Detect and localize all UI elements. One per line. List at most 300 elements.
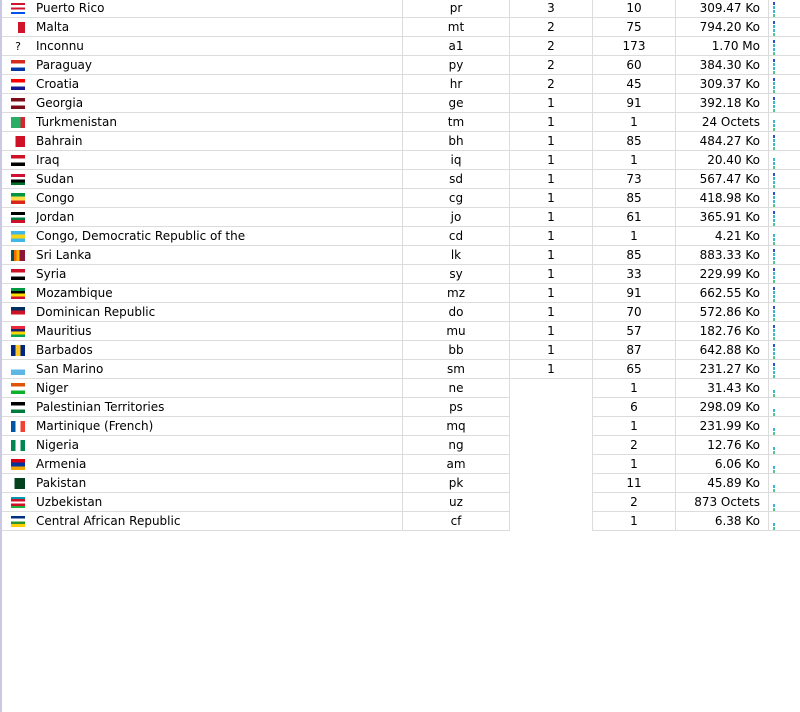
country-name: Mozambique <box>36 284 403 303</box>
table-row <box>2 284 800 303</box>
bandwidth-value: 384.30 Ko <box>676 56 769 75</box>
flag-cell <box>2 227 36 246</box>
hits-count: 85 <box>593 246 676 265</box>
sudan-flag-icon <box>11 174 25 185</box>
bar-cell <box>769 512 800 531</box>
bar-segment <box>773 424 775 427</box>
country-code: mt <box>403 18 510 37</box>
bandwidth-bar <box>773 439 775 451</box>
malta-flag-icon <box>11 22 25 33</box>
bandwidth-value: 182.76 Ko <box>676 322 769 341</box>
bar-segment <box>773 82 775 85</box>
flag-cell <box>2 512 36 531</box>
country-code: cf <box>403 512 510 531</box>
bandwidth-bar <box>773 515 775 527</box>
bandwidth-value: 4.21 Ko <box>676 227 769 246</box>
bar-segment <box>773 371 775 374</box>
pages-count: 2 <box>510 75 593 94</box>
hits-count: 60 <box>593 56 676 75</box>
table-row <box>2 455 800 474</box>
bar-segment <box>773 447 775 450</box>
pages-count: 1 <box>510 189 593 208</box>
bar-segment <box>773 325 775 328</box>
bar-segment <box>773 477 775 480</box>
country-code: sy <box>403 265 510 284</box>
bar-segment <box>773 44 775 47</box>
table-row <box>2 322 800 341</box>
flag-cell <box>2 493 36 512</box>
bandwidth-bar <box>773 496 775 508</box>
country-code: mu <box>403 322 510 341</box>
bandwidth-bar <box>773 363 775 375</box>
country-code: sd <box>403 170 510 189</box>
country-name: San Marino <box>36 360 403 379</box>
bar-segment <box>773 116 775 119</box>
bar-segment <box>773 211 775 214</box>
bandwidth-bar <box>773 59 775 71</box>
bar-cell <box>769 94 800 113</box>
turkmenistan-flag-icon <box>11 117 25 128</box>
country-code: ge <box>403 94 510 113</box>
bandwidth-bar <box>773 192 775 204</box>
bandwidth-value: 662.55 Ko <box>676 284 769 303</box>
hits-count: 1 <box>593 455 676 474</box>
hits-count: 1 <box>593 379 676 398</box>
pages-count: 1 <box>510 265 593 284</box>
bar-segment <box>773 105 775 108</box>
bar-cell <box>769 75 800 94</box>
bar-segment <box>773 120 775 123</box>
flag-cell <box>2 360 36 379</box>
bar-cell <box>769 170 800 189</box>
bar-cell <box>769 132 800 151</box>
table-row <box>2 227 800 246</box>
table-row <box>2 436 800 455</box>
flag-cell <box>2 94 36 113</box>
dominican-republic-flag-icon <box>11 307 25 318</box>
bandwidth-bar <box>773 78 775 90</box>
country-code: bh <box>403 132 510 151</box>
bar-segment <box>773 101 775 104</box>
hits-count: 70 <box>593 303 676 322</box>
bar-segment <box>773 6 775 9</box>
uzbekistan-flag-icon <box>11 497 25 508</box>
country-code: am <box>403 455 510 474</box>
flag-cell <box>2 322 36 341</box>
flag-cell <box>2 265 36 284</box>
flag-cell <box>2 303 36 322</box>
pages-count: 1 <box>510 151 593 170</box>
table-row <box>2 75 800 94</box>
bar-segment <box>773 177 775 180</box>
country-code: uz <box>403 493 510 512</box>
country-code: ps <box>403 398 510 417</box>
hits-count: 2 <box>593 436 676 455</box>
bar-cell <box>769 360 800 379</box>
bandwidth-value: 567.47 Ko <box>676 170 769 189</box>
country-name: Pakistan <box>36 474 403 493</box>
pages-count: 1 <box>510 227 593 246</box>
niger-flag-icon <box>11 383 25 394</box>
hits-count: 57 <box>593 322 676 341</box>
table-row <box>2 360 800 379</box>
bar-segment <box>773 523 775 526</box>
bar-segment <box>773 504 775 507</box>
pages-count: 1 <box>510 303 593 322</box>
bar-segment <box>773 352 775 355</box>
bar-segment <box>773 234 775 237</box>
bar-segment <box>773 314 775 317</box>
bandwidth-bar <box>773 287 775 299</box>
table-row <box>2 56 800 75</box>
bar-segment <box>773 40 775 43</box>
bar-segment <box>773 162 775 165</box>
bar-segment <box>773 253 775 256</box>
bar-segment <box>773 348 775 351</box>
bar-cell <box>769 379 800 398</box>
bar-segment <box>773 230 775 233</box>
bar-segment <box>773 344 775 347</box>
bandwidth-bar <box>773 135 775 147</box>
country-name: Iraq <box>36 151 403 170</box>
georgia-flag-icon <box>11 98 25 109</box>
bar-segment <box>773 363 775 366</box>
bandwidth-value: 1.70 Mo <box>676 37 769 56</box>
bar-cell <box>769 322 800 341</box>
flag-cell <box>2 455 36 474</box>
bar-segment <box>773 200 775 203</box>
bandwidth-value: 231.99 Ko <box>676 417 769 436</box>
country-code: py <box>403 56 510 75</box>
bandwidth-bar <box>773 268 775 280</box>
flag-cell <box>2 37 36 56</box>
bar-cell <box>769 151 800 170</box>
iraq-flag-icon <box>11 155 25 166</box>
country-name: Dominican Republic <box>36 303 403 322</box>
bar-segment <box>773 86 775 89</box>
bandwidth-value: 12.76 Ko <box>676 436 769 455</box>
pakistan-flag-icon <box>11 478 25 489</box>
dr-congo-flag-icon <box>11 231 25 242</box>
pages-count <box>510 398 593 417</box>
country-name: Jordan <box>36 208 403 227</box>
hits-count: 2 <box>593 493 676 512</box>
pages-count: 1 <box>510 94 593 113</box>
country-name: Turkmenistan <box>36 113 403 132</box>
hits-count: 91 <box>593 284 676 303</box>
bahrain-flag-icon <box>11 136 25 147</box>
bar-segment <box>773 154 775 157</box>
bar-segment <box>773 401 775 404</box>
country-code: a1 <box>403 37 510 56</box>
bar-cell <box>769 493 800 512</box>
hits-count: 173 <box>593 37 676 56</box>
table-row <box>2 246 800 265</box>
country-code: sm <box>403 360 510 379</box>
hits-count: 85 <box>593 189 676 208</box>
table-row <box>2 341 800 360</box>
flag-cell <box>2 436 36 455</box>
hits-count: 65 <box>593 360 676 379</box>
country-code: cg <box>403 189 510 208</box>
country-name: Niger <box>36 379 403 398</box>
hits-count: 87 <box>593 341 676 360</box>
bar-cell <box>769 455 800 474</box>
bar-segment <box>773 196 775 199</box>
bar-segment <box>773 25 775 28</box>
countries-table-body <box>2 0 800 531</box>
table-row <box>2 170 800 189</box>
table-row <box>2 379 800 398</box>
pages-count <box>510 474 593 493</box>
hits-count: 10 <box>593 0 676 18</box>
hits-count: 1 <box>593 417 676 436</box>
bar-segment <box>773 496 775 499</box>
bar-cell <box>769 284 800 303</box>
bar-segment <box>773 310 775 313</box>
pages-count: 2 <box>510 56 593 75</box>
armenia-flag-icon <box>11 459 25 470</box>
bandwidth-value: 6.06 Ko <box>676 455 769 474</box>
country-name: Puerto Rico <box>36 0 403 18</box>
flag-cell <box>2 189 36 208</box>
bandwidth-value: 794.20 Ko <box>676 18 769 37</box>
palestine-flag-icon <box>11 402 25 413</box>
pages-count: 1 <box>510 170 593 189</box>
bar-segment <box>773 409 775 412</box>
country-code: iq <box>403 151 510 170</box>
country-code: mz <box>403 284 510 303</box>
bar-cell <box>769 436 800 455</box>
bar-segment <box>773 2 775 5</box>
flag-cell <box>2 18 36 37</box>
country-name: Uzbekistan <box>36 493 403 512</box>
pages-count <box>510 436 593 455</box>
puerto-rico-flag-icon <box>11 3 25 14</box>
country-name: Croatia <box>36 75 403 94</box>
bar-segment <box>773 135 775 138</box>
flag-cell <box>2 0 36 18</box>
table-row <box>2 474 800 493</box>
country-code: mq <box>403 417 510 436</box>
pages-count: 1 <box>510 284 593 303</box>
bar-segment <box>773 215 775 218</box>
bar-segment <box>773 219 775 222</box>
bandwidth-value: 418.98 Ko <box>676 189 769 208</box>
bar-segment <box>773 458 775 461</box>
question-mark-icon: ? <box>15 40 21 52</box>
bar-segment <box>773 158 775 161</box>
bandwidth-bar <box>773 40 775 52</box>
hits-count: 1 <box>593 512 676 531</box>
bandwidth-value: 309.47 Ko <box>676 0 769 18</box>
bandwidth-value: 365.91 Ko <box>676 208 769 227</box>
flag-cell <box>2 246 36 265</box>
bar-segment <box>773 29 775 32</box>
congo-flag-icon <box>11 193 25 204</box>
table-row <box>2 303 800 322</box>
bandwidth-bar <box>773 382 775 394</box>
bar-segment <box>773 500 775 503</box>
pages-count <box>510 379 593 398</box>
bar-segment <box>773 10 775 13</box>
hits-count: 11 <box>593 474 676 493</box>
croatia-flag-icon <box>11 79 25 90</box>
country-code: lk <box>403 246 510 265</box>
bandwidth-bar <box>773 154 775 166</box>
bar-segment <box>773 67 775 70</box>
bar-segment <box>773 291 775 294</box>
hits-count: 1 <box>593 151 676 170</box>
bar-segment <box>773 139 775 142</box>
bar-segment <box>773 333 775 336</box>
bandwidth-bar <box>773 458 775 470</box>
country-code: ng <box>403 436 510 455</box>
bar-cell <box>769 265 800 284</box>
pages-count: 2 <box>510 37 593 56</box>
pages-count <box>510 512 593 531</box>
sri-lanka-flag-icon <box>11 250 25 261</box>
pages-count: 1 <box>510 208 593 227</box>
countries-stats-table <box>2 0 800 531</box>
country-name: Georgia <box>36 94 403 113</box>
flag-cell <box>2 284 36 303</box>
bar-cell <box>769 303 800 322</box>
country-name: Barbados <box>36 341 403 360</box>
bandwidth-value: 642.88 Ko <box>676 341 769 360</box>
country-name: Sudan <box>36 170 403 189</box>
bandwidth-value: 24 Octets <box>676 113 769 132</box>
pages-count: 1 <box>510 113 593 132</box>
bar-segment <box>773 466 775 469</box>
flag-cell <box>2 56 36 75</box>
bar-segment <box>773 420 775 423</box>
pages-count: 1 <box>510 246 593 265</box>
table-row <box>2 113 800 132</box>
country-name: Mauritius <box>36 322 403 341</box>
bandwidth-value: 309.37 Ko <box>676 75 769 94</box>
bandwidth-value: 229.99 Ko <box>676 265 769 284</box>
bandwidth-value: 6.38 Ko <box>676 512 769 531</box>
flag-cell <box>2 113 36 132</box>
bar-segment <box>773 97 775 100</box>
country-name: Sri Lanka <box>36 246 403 265</box>
bandwidth-value: 298.09 Ko <box>676 398 769 417</box>
barbados-flag-icon <box>11 345 25 356</box>
bandwidth-bar <box>773 97 775 109</box>
bar-cell <box>769 189 800 208</box>
country-code: hr <box>403 75 510 94</box>
pages-count: 2 <box>510 18 593 37</box>
mozambique-flag-icon <box>11 288 25 299</box>
bar-segment <box>773 192 775 195</box>
bar-segment <box>773 519 775 522</box>
country-name: Central African Republic <box>36 512 403 531</box>
bandwidth-value: 484.27 Ko <box>676 132 769 151</box>
flag-cell <box>2 474 36 493</box>
bar-segment <box>773 249 775 252</box>
flag-cell <box>2 379 36 398</box>
bandwidth-bar <box>773 2 775 14</box>
nigeria-flag-icon <box>11 440 25 451</box>
bar-segment <box>773 78 775 81</box>
bar-segment <box>773 382 775 385</box>
bar-segment <box>773 124 775 127</box>
country-name: Martinique (French) <box>36 417 403 436</box>
hits-count: 91 <box>593 94 676 113</box>
country-name: Bahrain <box>36 132 403 151</box>
table-row <box>2 417 800 436</box>
bar-cell <box>769 417 800 436</box>
bar-segment <box>773 428 775 431</box>
bandwidth-bar <box>773 306 775 318</box>
country-code: pk <box>403 474 510 493</box>
bar-segment <box>773 268 775 271</box>
bar-segment <box>773 238 775 241</box>
bar-segment <box>773 143 775 146</box>
bandwidth-bar <box>773 116 775 128</box>
pages-count <box>510 493 593 512</box>
central-african-republic-flag-icon <box>11 516 25 527</box>
bar-cell <box>769 227 800 246</box>
bandwidth-bar <box>773 401 775 413</box>
bar-cell <box>769 208 800 227</box>
country-name: Syria <box>36 265 403 284</box>
bandwidth-bar <box>773 477 775 489</box>
syria-flag-icon <box>11 269 25 280</box>
bar-segment <box>773 443 775 446</box>
flag-cell <box>2 170 36 189</box>
bandwidth-value: 31.43 Ko <box>676 379 769 398</box>
bar-segment <box>773 257 775 260</box>
bandwidth-bar <box>773 325 775 337</box>
country-name: Congo <box>36 189 403 208</box>
bar-segment <box>773 386 775 389</box>
bar-segment <box>773 390 775 393</box>
bar-cell <box>769 398 800 417</box>
bar-segment <box>773 306 775 309</box>
pages-count: 1 <box>510 322 593 341</box>
table-row <box>2 398 800 417</box>
hits-count: 85 <box>593 132 676 151</box>
bar-segment <box>773 181 775 184</box>
bar-segment <box>773 272 775 275</box>
bandwidth-value: 572.86 Ko <box>676 303 769 322</box>
bar-segment <box>773 329 775 332</box>
bar-segment <box>773 173 775 176</box>
flag-cell <box>2 151 36 170</box>
table-row <box>2 512 800 531</box>
table-row <box>2 0 800 18</box>
bandwidth-bar <box>773 249 775 261</box>
pages-count: 1 <box>510 360 593 379</box>
pages-count: 1 <box>510 341 593 360</box>
martinique-flag-icon <box>11 421 25 432</box>
bar-segment <box>773 276 775 279</box>
country-name: Congo, Democratic Republic of the <box>36 227 403 246</box>
bandwidth-value: 20.40 Ko <box>676 151 769 170</box>
bandwidth-bar <box>773 420 775 432</box>
country-code: bb <box>403 341 510 360</box>
country-name: Malta <box>36 18 403 37</box>
table-row <box>2 208 800 227</box>
bar-cell <box>769 341 800 360</box>
country-code: tm <box>403 113 510 132</box>
flag-cell <box>2 208 36 227</box>
bar-segment <box>773 439 775 442</box>
country-code: ne <box>403 379 510 398</box>
hits-count: 1 <box>593 227 676 246</box>
